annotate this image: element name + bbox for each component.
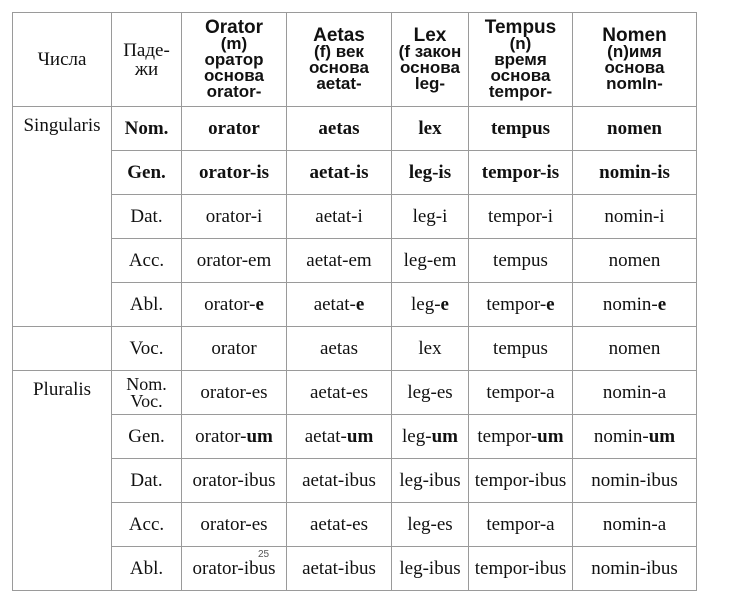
declension-table (12, 12, 697, 591)
plural-row (13, 371, 697, 415)
form-cell: nomin-a (573, 371, 697, 415)
number-label-plural: Pluralis (13, 371, 112, 591)
plural-row (13, 415, 697, 459)
form-cell: lex (392, 327, 469, 371)
form-cell: aetat-ibus (287, 459, 392, 503)
form-cell: orator (182, 107, 287, 151)
form-cell: aetat-um (287, 415, 392, 459)
case-label: Abl. (112, 547, 182, 591)
form-cell: nomin-a (573, 503, 697, 547)
empty-cell (13, 327, 112, 371)
form-cell: tempor-a (469, 503, 573, 547)
form-cell: aetat-es (287, 503, 392, 547)
singular-row (13, 239, 697, 283)
form-cell: leg-um (392, 415, 469, 459)
form-cell: orator-i (182, 195, 287, 239)
form-cell: tempus (469, 107, 573, 151)
form-cell: leg-es (392, 371, 469, 415)
form-cell: orator (182, 327, 287, 371)
form-cell: orator-em (182, 239, 287, 283)
noun-header-aetas: Aetas (f) век основа aetat- (287, 13, 392, 107)
number-label-singular: Singularis (13, 107, 112, 327)
singular-row (13, 107, 697, 151)
form-cell: leg-ibus (392, 459, 469, 503)
singular-row (13, 151, 697, 195)
form-cell: leg-is (392, 151, 469, 195)
form-cell: aetat-em (287, 239, 392, 283)
noun-header-tempus: Tempus (n) время основа tempor- (469, 13, 573, 107)
form-cell: aetat-i (287, 195, 392, 239)
form-cell: leg-ibus (392, 547, 469, 591)
case-label: Gen. (112, 415, 182, 459)
form-cell: tempor-ibus (469, 547, 573, 591)
form-cell: nomen (573, 327, 697, 371)
form-cell: leg-em (392, 239, 469, 283)
form-cell: nomen (573, 239, 697, 283)
form-cell: lex (392, 107, 469, 151)
form-cell: aetas (287, 107, 392, 151)
case-label: Dat. (112, 459, 182, 503)
form-cell: orator-ibus (182, 459, 287, 503)
form-cell: tempor-is (469, 151, 573, 195)
case-label: Nom. Voc. (112, 371, 182, 415)
case-label: Acc. (112, 503, 182, 547)
form-cell: tempor-a (469, 371, 573, 415)
page-number: 25 (258, 549, 270, 560)
form-cell: aetat-es (287, 371, 392, 415)
form-cell: leg-i (392, 195, 469, 239)
form-cell: nomin-ibus (573, 459, 697, 503)
case-label: Acc. (112, 239, 182, 283)
vocative-row (13, 327, 697, 371)
case-label: Nom. (112, 107, 182, 151)
plural-row (13, 547, 697, 591)
case-label: Voc. (112, 327, 182, 371)
case-label: Abl. (112, 283, 182, 327)
form-cell: leg-es (392, 503, 469, 547)
form-cell: aetat-is (287, 151, 392, 195)
form-cell: orator-um (182, 415, 287, 459)
form-cell: orator-es (182, 503, 287, 547)
form-cell: tempor-i (469, 195, 573, 239)
form-cell: aetat-e (287, 283, 392, 327)
form-cell: orator-ibus (182, 547, 287, 591)
plural-row (13, 459, 697, 503)
form-cell: nomin-ibus (573, 547, 697, 591)
case-label: Gen. (112, 151, 182, 195)
header-row (13, 13, 697, 107)
form-cell: tempor-um (469, 415, 573, 459)
form-cell: nomin-i (573, 195, 697, 239)
form-cell: nomin-is (573, 151, 697, 195)
form-cell: aetas (287, 327, 392, 371)
noun-header-lex: Lex (f закон основа leg- (392, 13, 469, 107)
form-cell: orator-es (182, 371, 287, 415)
form-cell: tempus (469, 327, 573, 371)
form-cell: tempus (469, 239, 573, 283)
form-cell: aetat-ibus (287, 547, 392, 591)
form-cell: orator-e (182, 283, 287, 327)
form-cell: nomin-um (573, 415, 697, 459)
cases-header: Паде- жи (112, 13, 182, 107)
singular-row (13, 283, 697, 327)
form-cell: nomin-e (573, 283, 697, 327)
noun-header-nomen: Nomen (n)имя основа nomIn- (573, 13, 697, 107)
case-label: Dat. (112, 195, 182, 239)
numbers-header: Числа (13, 13, 112, 107)
form-cell: tempor-ibus (469, 459, 573, 503)
form-cell: nomen (573, 107, 697, 151)
form-cell: leg-e (392, 283, 469, 327)
form-cell: orator-is (182, 151, 287, 195)
noun-header-orator: Orator (m) оратор основа orator- (182, 13, 287, 107)
form-cell: tempor-e (469, 283, 573, 327)
singular-row (13, 195, 697, 239)
plural-row (13, 503, 697, 547)
